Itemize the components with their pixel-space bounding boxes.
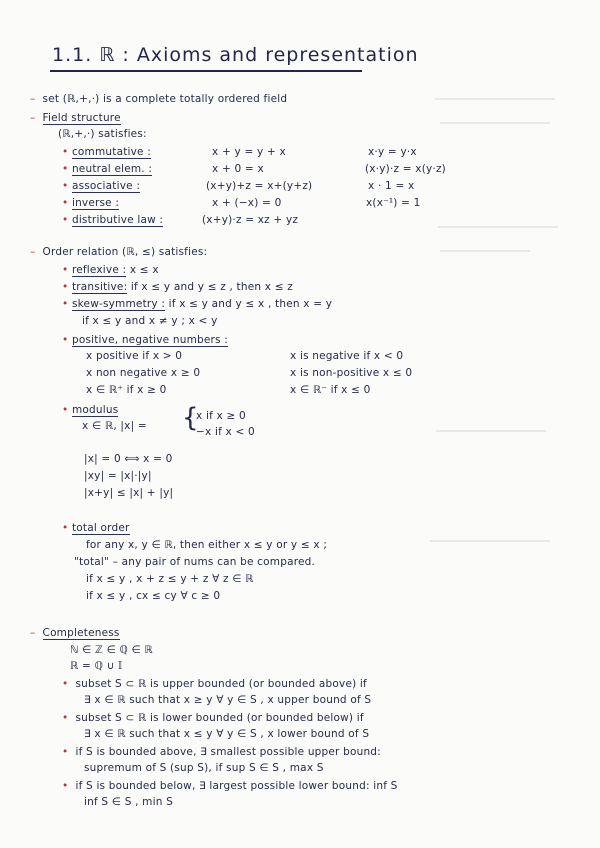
section-heading: – Order relation (ℝ, ≤) satisfies: <box>30 246 208 258</box>
formula: ℕ ∈ ℤ ∈ ℚ ∈ ℝ <box>70 644 153 656</box>
formula: (x+y)·z = xz + yz <box>202 214 299 226</box>
formula: if x ≤ y , cx ≤ cy ∀ c ≥ 0 <box>86 590 221 602</box>
note-line: • if S is bounded below, ∃ largest possible lower bound: inf S <box>62 780 398 792</box>
property-label: • positive, negative numbers : <box>62 334 228 346</box>
note-line: x is negative if x < 0 <box>290 350 404 362</box>
brace-symbol: { <box>182 403 199 433</box>
formula: |xy| = |x|·|y| <box>84 470 152 482</box>
section-heading: – Field structure <box>30 112 121 124</box>
note-line: inf S ∈ S , min S <box>84 796 173 808</box>
note-line: • subset S ⊂ ℝ is upper bounded (or bounded above) if <box>62 678 367 690</box>
note-line: "total" – any pair of nums can be compared. <box>74 556 316 568</box>
note-line: x ∈ ℝ⁺ if x ≥ 0 <box>86 384 167 396</box>
page-title: 1.1. ℝ : Axioms and representation <box>52 44 419 66</box>
bleed-through-line <box>440 250 530 252</box>
bleed-through-line <box>436 430 546 432</box>
bleed-through-line <box>430 540 550 542</box>
bleed-through-line <box>438 226 558 228</box>
formula: x·y = y·x <box>368 146 417 158</box>
note-line: x ∈ ℝ⁻ if x ≤ 0 <box>290 384 371 396</box>
note-line: ∃ x ∈ ℝ such that x ≥ y ∀ y ∈ S , x upper bound of S <box>84 694 372 706</box>
property-label: • commutative : <box>62 146 151 158</box>
note-line: for any x, y ∈ ℝ, then either x ≤ y or y ≤ x ; <box>86 539 328 551</box>
property-label: • distributive law : <box>62 214 164 226</box>
property-label: • neutral elem. : <box>62 163 153 175</box>
note-line: x non negative x ≥ 0 <box>86 367 201 379</box>
note-line: • subset S ⊂ ℝ is lower bounded (or bounded below) if <box>62 712 364 724</box>
title-underline <box>50 70 362 72</box>
note-line: if x ≤ y and x ≠ y ; x < y <box>82 315 218 327</box>
bleed-through-line <box>435 98 555 100</box>
formula-case: x if x ≥ 0 <box>196 410 246 422</box>
property-label: • total order <box>62 522 130 534</box>
formula: x + 0 = x <box>212 163 264 175</box>
property-label: • skew-symmetry : if x ≤ y and y ≤ x , then x = y <box>62 298 333 310</box>
bleed-through-line <box>440 122 550 124</box>
property-label: • transitive: if x ≤ y and y ≤ z , then x ≤ z <box>62 281 293 293</box>
note-line: – set (ℝ,+,·) is a complete totally ordered field <box>30 93 288 105</box>
property-label: • modulus <box>62 404 119 416</box>
note-line: supremum of S (sup S), if sup S ∈ S , max S <box>84 762 324 774</box>
formula: (x·y)·z = x(y·z) <box>365 163 446 175</box>
note-line: (ℝ,+,·) satisfies: <box>58 128 147 140</box>
formula-case: −x if x < 0 <box>196 426 255 438</box>
formula: |x| = 0 ⟺ x = 0 <box>84 453 173 465</box>
formula: x · 1 = x <box>368 180 415 192</box>
note-line: x is non-positive x ≤ 0 <box>290 367 413 379</box>
formula: x + y = y + x <box>212 146 286 158</box>
formula: ℝ = ℚ ∪ 𝕀 <box>70 660 123 672</box>
note-line: ∃ x ∈ ℝ such that x ≤ y ∀ y ∈ S , x lower bound of S <box>84 728 370 740</box>
property-label: • associative : <box>62 180 141 192</box>
formula: x ∈ ℝ, |x| = <box>82 420 147 432</box>
formula: |x+y| ≤ |x| + |y| <box>84 487 174 499</box>
property-label: • reflexive : x ≤ x <box>62 264 159 276</box>
note-line: x positive if x > 0 <box>86 350 183 362</box>
note-line: • if S is bounded above, ∃ smallest possible upper bound: <box>62 746 381 758</box>
property-label: • inverse : <box>62 197 120 209</box>
section-heading: – Completeness <box>30 627 120 639</box>
formula: x(x⁻¹) = 1 <box>366 197 421 209</box>
formula: (x+y)+z = x+(y+z) <box>206 180 313 192</box>
formula: if x ≤ y , x + z ≤ y + z ∀ z ∈ ℝ <box>86 573 254 585</box>
formula: x + (−x) = 0 <box>212 197 282 209</box>
